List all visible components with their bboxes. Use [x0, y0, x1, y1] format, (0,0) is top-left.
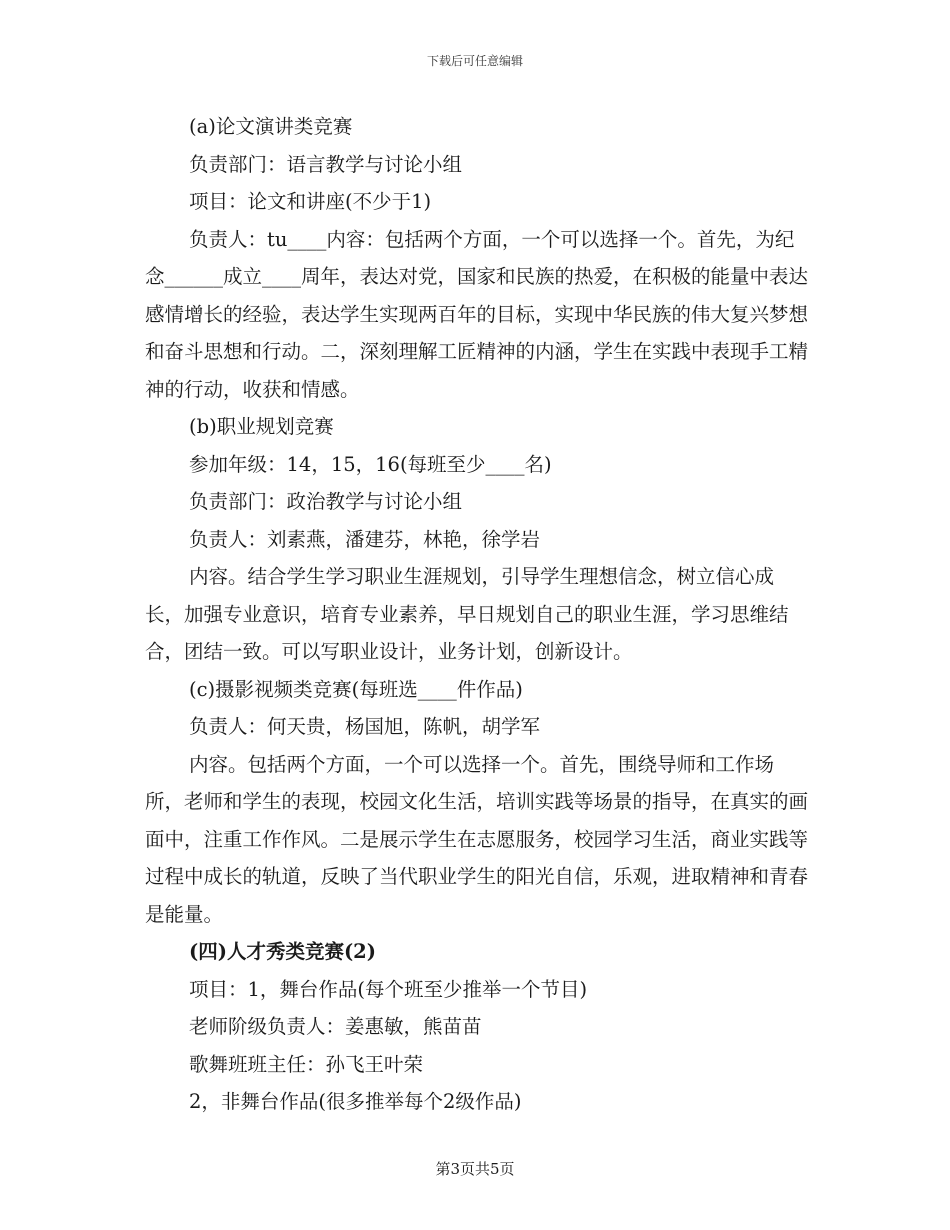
section-c-content: 内容。包括两个方面，一个可以选择一个。首先，围绕导师和工作场所，老师和学生的表现，校园文化生活，培训实践等场景的指导，在真实的画面中，注重工作作风。二是展示学生在志愿服务，校园学习生活，商业实践等过程中成长的轨道，反映了当代职业学生的阳光自信，乐观，进取精神和青春是能量。	[145, 752, 809, 926]
section-4-item-2: 2，非舞台作品(很多推举每个2级作品)	[189, 1090, 522, 1113]
section-b-grades: 参加年级：14，15，16(每班至少____名)	[189, 452, 552, 476]
section-4-title: (四)人才秀类竞赛(2)	[189, 940, 376, 963]
section-4-dance-teacher: 歌舞班班主任：孙飞王叶荣	[189, 1052, 424, 1076]
download-note: 下载后可任意编辑	[426, 54, 523, 68]
section-a-department: 负责部门：语言教学与讨论小组	[189, 152, 463, 176]
section-b-title: (b)职业规划竞赛	[189, 415, 334, 438]
document-body	[145, 108, 810, 1121]
section-c-leaders: 负责人：何天贵，杨国旭，陈帆，胡学军	[189, 715, 541, 738]
section-4-project: 项目：1，舞台作品(每个班至少推举一个节目)	[189, 977, 588, 1001]
section-b-department: 负责部门：政治教学与讨论小组	[189, 490, 463, 513]
section-b-content: 内容。结合学生学习职业生涯规划，引导学生理想信念，树立信心成长，加强专业意识，培育专业素养，早日规划自己的职业生涯，学习思维结合，团结一致。可以写职业设计，业务计划，创新设计。	[145, 565, 789, 663]
section-a-content: 负责人：tu____内容：包括两个方面，一个可以选择一个。首先，为纪念______成立____周年，表达对党，国家和民族的热爱，在积极的能量中表达感情增长的经验，表达学生实现两百年的目标，实现中华民族的伟大复兴梦想和奋斗思想和行动。二，深刻理解工匠精神的内涵，学生在实践中表现手工精神的行动，收获和情感。	[145, 227, 809, 401]
page-indicator: 第3页共5页	[435, 1160, 515, 1178]
section-c-title: (c)摄影视频类竞赛(每班选____件作品)	[189, 677, 523, 701]
section-4-teacher-leaders: 老师阶级负责人：姜惠敏，熊苗苗	[189, 1015, 482, 1038]
section-b-leaders: 负责人：刘素燕，潘建芬，林艳，徐学岩	[189, 527, 541, 551]
section-a-title: (a)论文演讲类竞赛	[189, 115, 353, 138]
section-a-project: 项目：论文和讲座(不少于1)	[189, 190, 432, 213]
